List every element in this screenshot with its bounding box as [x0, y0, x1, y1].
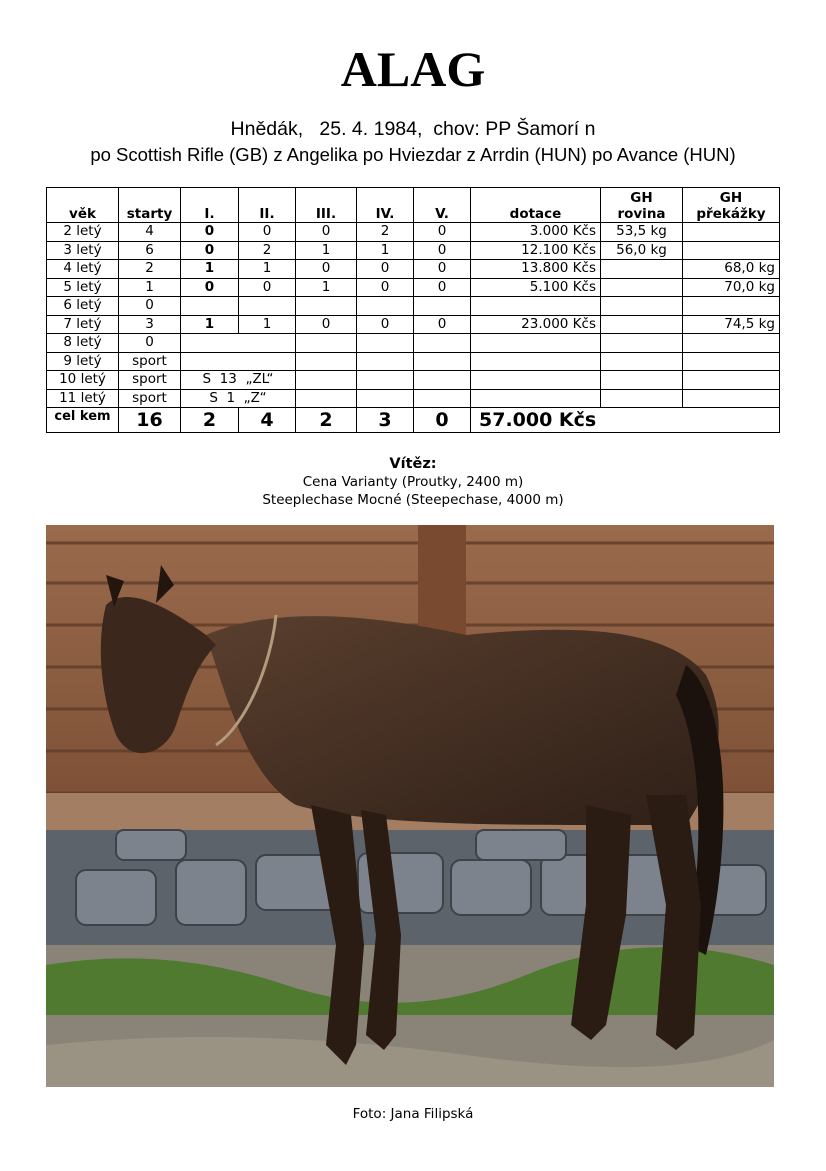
cell-prize [471, 297, 601, 316]
cell-third [296, 389, 357, 408]
cell-fourth: 0 [357, 278, 414, 297]
col-fifth: V. [414, 188, 471, 223]
cell-starts: sport [119, 352, 181, 371]
winner-section [0, 455, 826, 509]
cell-starts: 3 [119, 315, 181, 334]
col-first: I. [181, 188, 239, 223]
cell-prize: 3.000 Kčs [471, 223, 601, 242]
winner-heading: Vítěz: [389, 456, 437, 472]
cell-second: 0 [239, 278, 296, 297]
photo-credit: Foto: Jana Filipská [352, 1106, 474, 1122]
cell-fourth: 2 [357, 223, 414, 242]
cell-starts: 2 [119, 260, 181, 279]
cell-gh-jump: 68,0 kg [683, 260, 780, 279]
table-header-row [47, 188, 780, 223]
col-gh-jump: GH překážky [683, 188, 780, 223]
cell-third: 0 [296, 223, 357, 242]
cell-gh-jump [683, 297, 780, 316]
cell-first: 0 [181, 278, 239, 297]
cell-prize: 5.100 Kčs [471, 278, 601, 297]
cell-fourth [357, 334, 414, 353]
cell-starts: 1 [119, 278, 181, 297]
cell-gh-flat [601, 352, 683, 371]
col-prize: dotace [471, 188, 601, 223]
cell-gh-flat [601, 278, 683, 297]
cell-gh-jump [683, 223, 780, 242]
winner-race: Steeplechase Mocné (Steepechase, 4000 m) [262, 492, 564, 508]
cell-first: 1 [181, 260, 239, 279]
table-row [47, 389, 780, 408]
cell-age: 3 letý [47, 241, 119, 260]
cell-gh-flat [601, 315, 683, 334]
cell-fifth [414, 297, 471, 316]
cell-fourth [357, 371, 414, 390]
cell-age: 2 letý [47, 223, 119, 242]
cell-gh-flat: 53,5 kg [601, 223, 683, 242]
cell-fifth [414, 389, 471, 408]
cell-gh-flat [601, 371, 683, 390]
cell-third: 0 [296, 315, 357, 334]
cell-note [181, 352, 296, 371]
cell-fifth: 0 [414, 260, 471, 279]
table-row [47, 278, 780, 297]
cell-fourth: 0 [357, 260, 414, 279]
cell-age: 4 letý [47, 260, 119, 279]
cell-age: 8 letý [47, 334, 119, 353]
cell-fifth: 0 [414, 315, 471, 334]
cell-starts: 4 [119, 223, 181, 242]
cell-fourth [357, 352, 414, 371]
cell-age: 10 letý [47, 371, 119, 390]
cell-fifth [414, 352, 471, 371]
cell-third: 1 [296, 241, 357, 260]
cell-gh-jump: 74,5 kg [683, 315, 780, 334]
table-row [47, 260, 780, 279]
total-third: 2 [296, 408, 357, 433]
col-fourth: IV. [357, 188, 414, 223]
cell-third [296, 334, 357, 353]
cell-gh-jump [683, 241, 780, 260]
total-prize: 57.000 Kčs [471, 408, 780, 433]
cell-gh-flat [601, 334, 683, 353]
cell-gh-jump: 70,0 kg [683, 278, 780, 297]
horse-photo [46, 525, 774, 1087]
total-starts: 16 [119, 408, 181, 433]
winner-race: Cena Varianty (Proutky, 2400 m) [302, 474, 524, 490]
col-starts: starty [119, 188, 181, 223]
table-row [47, 297, 780, 316]
cell-prize: 12.100 Kčs [471, 241, 601, 260]
col-second: II. [239, 188, 296, 223]
cell-prize: 23.000 Kčs [471, 315, 601, 334]
cell-fourth [357, 389, 414, 408]
cell-first: 0 [181, 223, 239, 242]
cell-first [181, 297, 239, 316]
horse-name-title: ALAG [340, 41, 486, 97]
col-third: III. [296, 188, 357, 223]
cell-fifth: 0 [414, 223, 471, 242]
cell-age: 7 letý [47, 315, 119, 334]
pedigree-line: po Scottish Rifle (GB) z Angelika po Hviezdar z Arrdin (HUN) po Avance (HUN) [90, 144, 736, 165]
cell-fifth [414, 334, 471, 353]
cell-gh-jump [683, 334, 780, 353]
horse-photo-illustration [46, 525, 774, 1087]
cell-starts: 0 [119, 297, 181, 316]
cell-gh-flat [601, 297, 683, 316]
cell-age: 9 letý [47, 352, 119, 371]
cell-second [239, 297, 296, 316]
cell-starts: sport [119, 371, 181, 390]
cell-second: 1 [239, 315, 296, 334]
total-first: 2 [181, 408, 239, 433]
cell-second: 0 [239, 223, 296, 242]
col-gh-flat: GH rovina [601, 188, 683, 223]
table-row [47, 334, 780, 353]
cell-second: 2 [239, 241, 296, 260]
cell-first: 0 [181, 241, 239, 260]
cell-second: 1 [239, 260, 296, 279]
total-second: 4 [239, 408, 296, 433]
table-row [47, 241, 780, 260]
cell-third [296, 352, 357, 371]
table-row [47, 315, 780, 334]
cell-first: 1 [181, 315, 239, 334]
cell-gh-flat [601, 389, 683, 408]
cell-age: 5 letý [47, 278, 119, 297]
cell-fifth: 0 [414, 241, 471, 260]
cell-age: 6 letý [47, 297, 119, 316]
total-fourth: 3 [357, 408, 414, 433]
total-label: cel kem [47, 408, 119, 433]
cell-starts: sport [119, 389, 181, 408]
cell-third: 1 [296, 278, 357, 297]
cell-second [239, 334, 296, 353]
race-record-table [46, 187, 780, 433]
cell-third: 0 [296, 260, 357, 279]
table-total-row [47, 408, 780, 433]
horse-info-line: Hnědák, 25. 4. 1984, chov: PP Šamorí n [230, 118, 596, 140]
cell-gh-flat [601, 260, 683, 279]
cell-fourth: 0 [357, 315, 414, 334]
cell-fifth [414, 371, 471, 390]
cell-gh-jump [683, 352, 780, 371]
cell-note: S 13 „ZL“ [181, 371, 296, 390]
cell-fifth: 0 [414, 278, 471, 297]
cell-age: 11 letý [47, 389, 119, 408]
cell-prize: 13.800 Kčs [471, 260, 601, 279]
cell-prize [471, 352, 601, 371]
col-age: věk [47, 188, 119, 223]
cell-third [296, 297, 357, 316]
table-row [47, 223, 780, 242]
cell-prize [471, 371, 601, 390]
cell-first [181, 334, 239, 353]
cell-third [296, 371, 357, 390]
cell-starts: 6 [119, 241, 181, 260]
cell-gh-flat: 56,0 kg [601, 241, 683, 260]
cell-gh-jump [683, 389, 780, 408]
cell-note: S 1 „Z“ [181, 389, 296, 408]
cell-fourth: 1 [357, 241, 414, 260]
table-row [47, 371, 780, 390]
cell-starts: 0 [119, 334, 181, 353]
cell-gh-jump [683, 371, 780, 390]
total-fifth: 0 [414, 408, 471, 433]
cell-prize [471, 334, 601, 353]
table-row [47, 352, 780, 371]
cell-fourth [357, 297, 414, 316]
cell-prize [471, 389, 601, 408]
